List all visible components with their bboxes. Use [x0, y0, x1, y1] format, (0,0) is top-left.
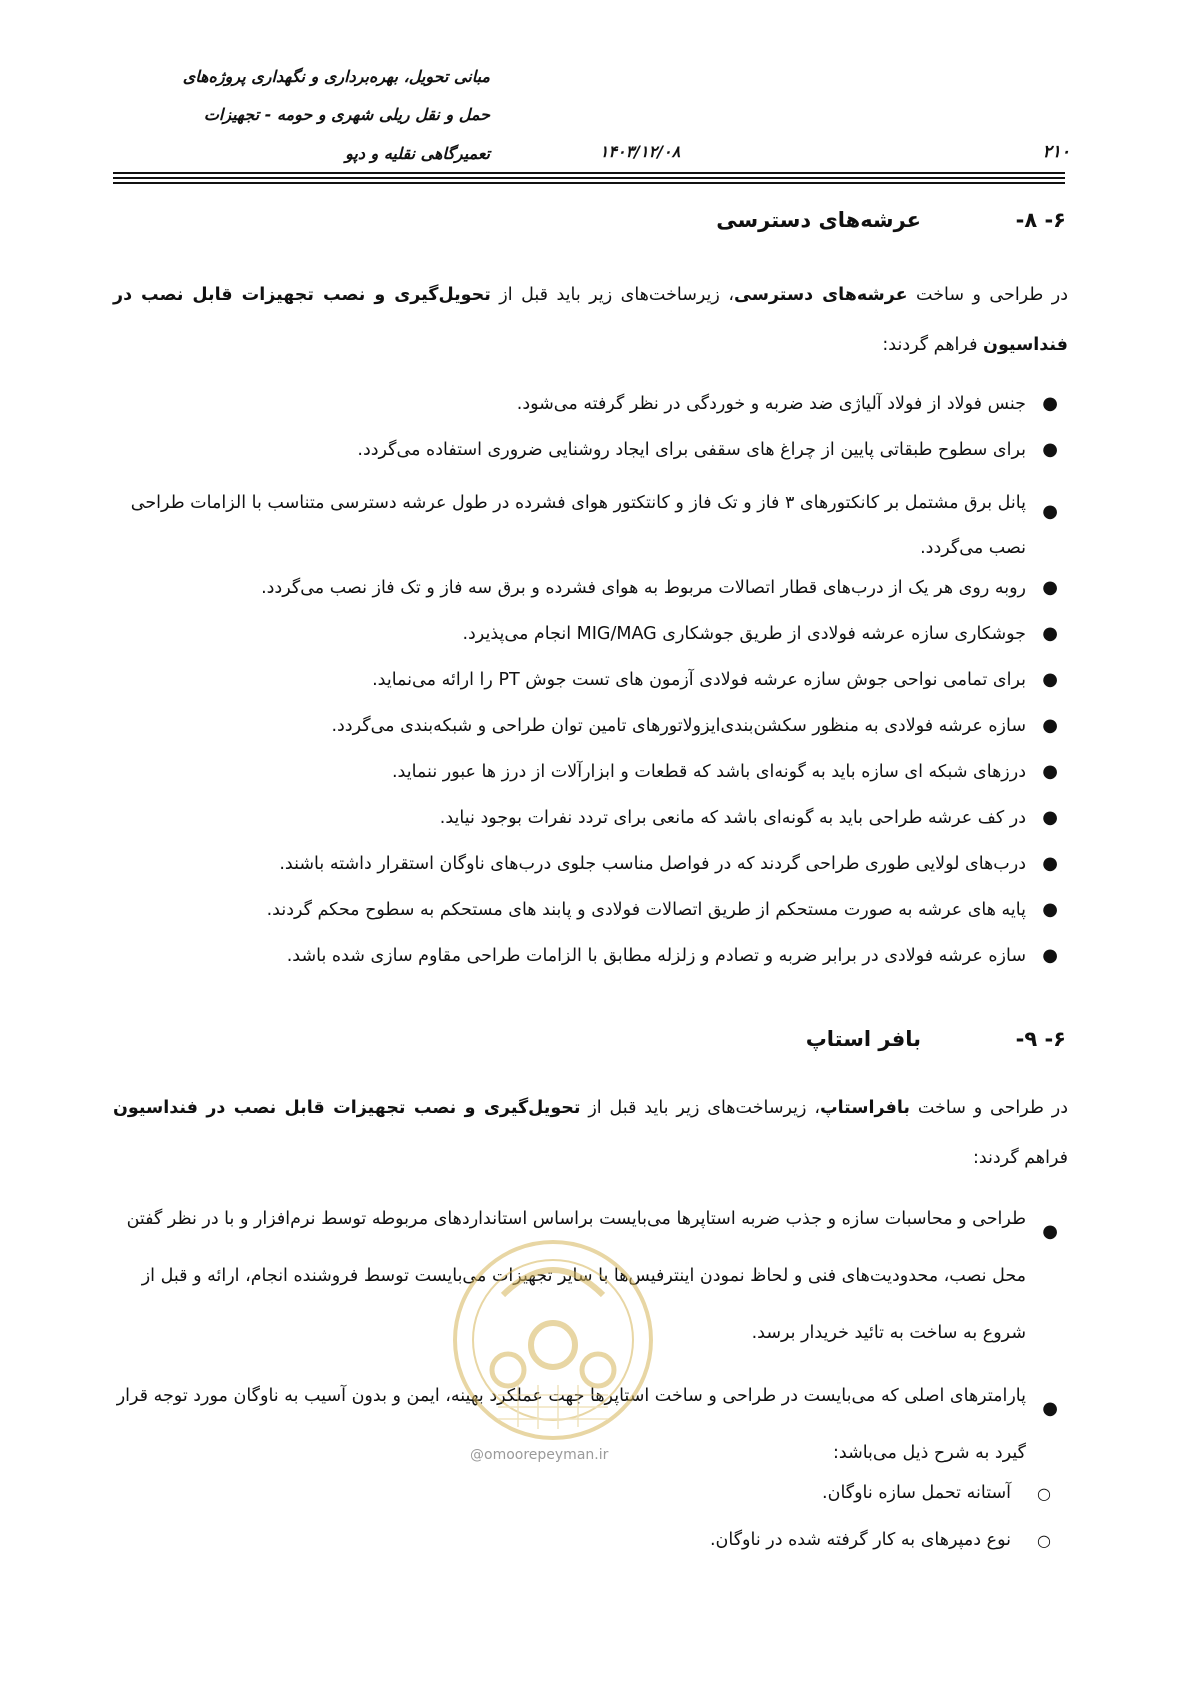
- bullet-icon: ●: [1042, 623, 1058, 644]
- section-intro: در طراحی و ساخت عرشه‌های دسترسی، زیرساخت‌های زیر باید قبل از تحویل‌گیری و نصب تجهیزات قابل نصب در فنداسیون فراهم گردند:: [113, 285, 1068, 355]
- bullet-icon: ●: [1042, 899, 1058, 920]
- list-item: ● درب‌های لولایی طوری طراحی گردند که در فواصل مناسب جلوی درب‌های ناوگان استقرار داشته باشند.: [113, 849, 1071, 879]
- header-rule: [113, 182, 1065, 184]
- list-item: ● روبه روی هر یک از درب‌های قطار اتصالات مربوط به هوای فشرده و برق سه فاز و تک فاز نصب می‌گردد.: [113, 573, 1071, 603]
- bold-term: بافراستاپ: [820, 1098, 910, 1118]
- watermark-seal-icon: [448, 1235, 658, 1445]
- list-item: ● طراحی و محاسبات سازه و جذب ضربه استاپرها می‌بایست براساس استانداردهای مربوطه توسط نرم‌افزار و با در نظر گفتن محل نصب، محدودیت‌های فنی و لحاظ نمودن اینترفیس‌ها با سایر تجهیزات می‌بایست توسط فروشنده انجام، ارائه و قبل از شروع به ساخت به تائید خریدار برسد.: [113, 1191, 1071, 1362]
- section-heading: [666, 204, 1066, 236]
- header-title-line2: حمل و نقل ریلی شهری و حومه - تجهیزات: [203, 105, 490, 124]
- bullet-icon: ●: [1042, 807, 1058, 828]
- list-item: ● پانل برق مشتمل بر کانکتورهای ۳ فاز و تک فاز و کانتکتور هوای فشرده در طول عرشه دسترسی متناسب با الزامات طراحی نصب می‌گردد.: [113, 481, 1071, 571]
- bullet-icon: ●: [1042, 669, 1058, 690]
- bold-term: عرشه‌های دسترسی: [734, 285, 908, 305]
- list-item: ● جوشکاری سازه عرشه فولادی از طریق جوشکاری MIG/MAG انجام می‌پذیرد.: [113, 619, 1071, 649]
- page-number: ۲۱۰: [1042, 142, 1070, 162]
- header-rule: [113, 172, 1065, 174]
- bullet-icon: ●: [1042, 577, 1058, 598]
- bold-term: تحویل‌گیری و نصب تجهیزات قابل نصب در فنداسیون: [113, 285, 1068, 355]
- header-title-line1: مبانی تحویل، بهره‌برداری و نگهداری پروژه‌های: [182, 67, 490, 86]
- list-item: ● در کف عرشه طراحی باید به گونه‌ای باشد که مانعی برای تردد نفرات بوجود نیاید.: [113, 803, 1071, 833]
- section-number: ۶- ۸-: [1015, 208, 1066, 232]
- list-item: ● پایه های عرشه به صورت مستحکم از طریق اتصالات فولادی و پابند های مستحکم به سطوح محکم گردند.: [113, 895, 1071, 925]
- sub-list: [710, 1480, 1051, 1574]
- section-title: بافر استاپ: [805, 1027, 921, 1051]
- circle-bullet-icon: ○: [1037, 1531, 1051, 1550]
- section-intro: در طراحی و ساخت بافراستاپ، زیرساخت‌های زیر باید قبل از تحویل‌گیری و نصب تجهیزات قابل نصب در فنداسیون فراهم گردند:: [113, 1098, 1068, 1168]
- bullet-icon: ●: [1042, 1398, 1058, 1419]
- bullet-icon: ●: [1042, 1221, 1058, 1242]
- list-item: ● جنس فولاد از فولاد آلیاژی ضد ضربه و خوردگی در نظر گرفته می‌شود.: [113, 389, 1071, 419]
- sub-list-item: ○ آستانه تحمل سازه ناوگان.: [710, 1480, 1051, 1506]
- bullet-icon: ●: [1042, 715, 1058, 736]
- bullet-list: [113, 389, 1071, 987]
- header-rule: [113, 177, 1065, 179]
- list-item: ● سازه عرشه فولادی در برابر ضربه و تصادم و زلزله مطابق با الزامات طراحی مقاوم سازی شده باشد.: [113, 941, 1071, 971]
- bullet-icon: ●: [1042, 501, 1058, 522]
- list-item: ● پارامترهای اصلی که می‌بایست در طراحی و ساخت استاپرها جهت عملکرد بهینه، ایمن و بدون آسیب به ناوگان مورد توجه قرار گیرد به شرح ذیل می‌باشد:: [113, 1368, 1071, 1482]
- section-title: عرشه‌های دسترسی: [716, 208, 921, 232]
- list-item: ● برای تمامی نواحی جوش سازه عرشه فولادی آزمون های تست جوش PT را ارائه می‌نماید.: [113, 665, 1071, 695]
- header-title-line3: تعمیرگاهی نقلیه و دپو: [345, 144, 490, 163]
- list-item: ● سازه عرشه فولادی به منظور سکشن‌بندی‌ایزولاتورهای تامین توان طراحی و شبکه‌بندی می‌گردد.: [113, 711, 1071, 741]
- circle-bullet-icon: ○: [1037, 1484, 1051, 1503]
- bullet-icon: ●: [1042, 393, 1058, 414]
- bullet-icon: ●: [1042, 439, 1058, 460]
- bullet-icon: ●: [1042, 945, 1058, 966]
- bullet-icon: ●: [1042, 853, 1058, 874]
- list-item: ● برای سطوح طبقاتی پایین از چراغ های سقفی برای ایجاد روشنایی ضروری استفاده می‌گردد.: [113, 435, 1071, 465]
- header-date: ۱۴۰۳/۱۲/۰۸: [599, 142, 681, 161]
- bold-term: تحویل‌گیری و نصب تجهیزات قابل نصب در فنداسیون: [113, 1098, 581, 1118]
- list-item: ● درزهای شبکه ای سازه باید به گونه‌ای باشد که قطعات و ابزارآلات از درز ها عبور ننماید.: [113, 757, 1071, 787]
- section-heading: [666, 1023, 1066, 1055]
- sub-list-item: ○ نوع دمپرهای به کار گرفته شده در ناوگان.: [710, 1527, 1051, 1553]
- watermark-url: @omoorepeyman.ir: [470, 1447, 609, 1463]
- bullet-icon: ●: [1042, 761, 1058, 782]
- section-number: ۶- ۹-: [1015, 1027, 1066, 1051]
